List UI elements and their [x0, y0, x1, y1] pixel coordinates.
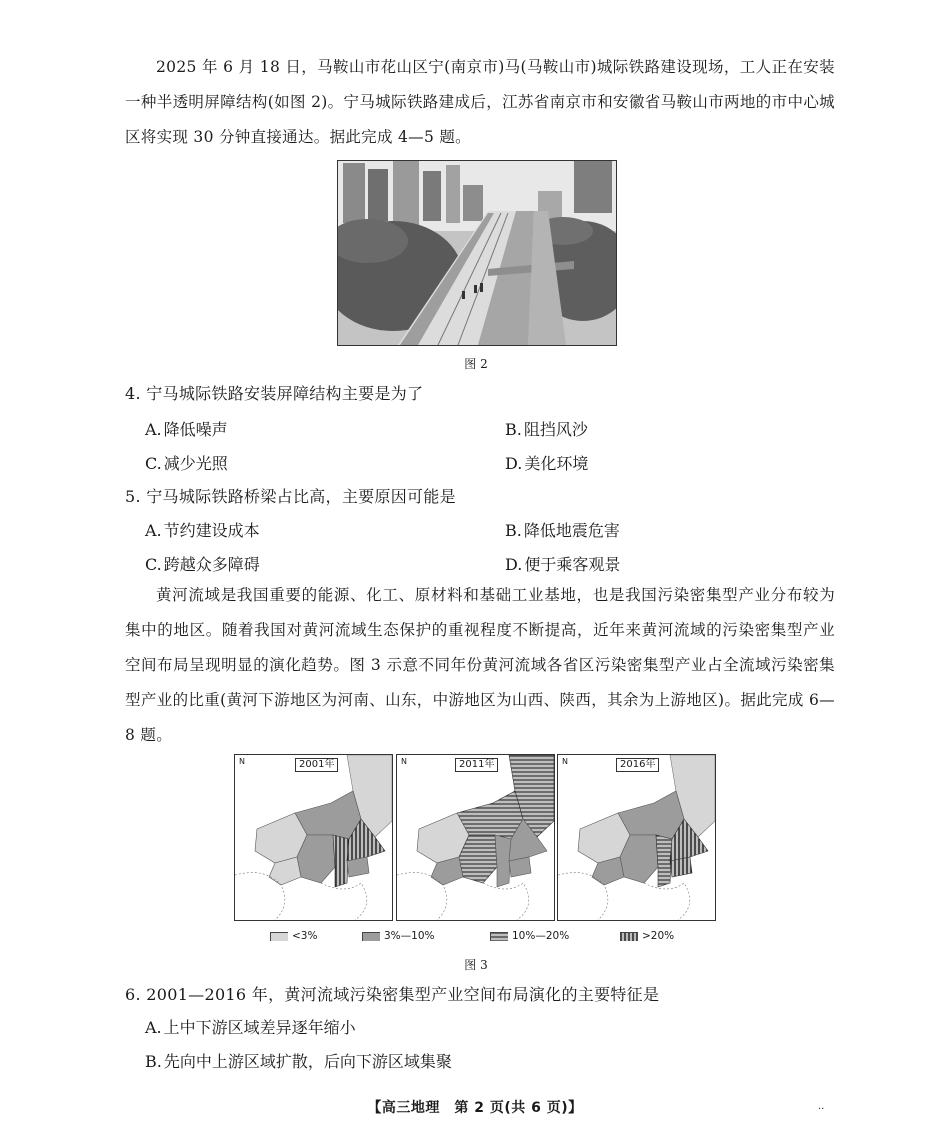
railway-construction-photo	[338, 161, 616, 345]
figure-3-maps	[234, 754, 716, 946]
option-letter: D.	[505, 555, 523, 574]
figure-2-photo	[337, 160, 617, 346]
option-letter: B.	[505, 420, 522, 439]
legend-swatch	[270, 932, 288, 941]
map-year-label: 2016年	[616, 758, 659, 772]
option-text: 降低地震危害	[523, 521, 620, 540]
q5-option-d[interactable]	[505, 552, 620, 575]
option-letter: A.	[145, 420, 162, 439]
question-6-stem: 6. 2001—2016 年，黄河流域污染密集型产业空间布局演化的主要特征是	[125, 985, 660, 1004]
q5-option-c[interactable]	[145, 552, 260, 575]
figure-2-caption: 图 2	[464, 357, 488, 371]
option-text: 跨越众多障碍	[163, 555, 260, 574]
legend-label: >20%	[642, 930, 675, 942]
legend-item	[270, 930, 317, 942]
option-text: 阻挡风沙	[523, 420, 588, 439]
option-text: 先向中上游区域扩散，后向下游区域集聚	[163, 1052, 452, 1071]
legend-swatch	[620, 932, 638, 941]
north-arrow-icon: N	[401, 757, 407, 766]
question-4-stem: 4. 宁马城际铁路安装屏障结构主要是为了	[125, 384, 424, 403]
page-footer: 【高三地理 第 2 页(共 6 页)】	[367, 1100, 583, 1116]
corner-mark: ..	[818, 1101, 825, 1112]
option-letter: D.	[505, 454, 523, 473]
legend-swatch	[362, 932, 380, 941]
question-5-stem: 5. 宁马城际铁路桥梁占比高，主要原因可能是	[125, 487, 456, 506]
q4-option-a[interactable]	[145, 417, 228, 440]
q6-option-a[interactable]	[145, 1015, 356, 1038]
map-legend	[234, 930, 716, 946]
option-text: 减少光照	[163, 454, 228, 473]
legend-swatch	[490, 932, 508, 941]
option-letter: C.	[145, 555, 162, 574]
map-year-label: 2011年	[455, 758, 498, 772]
option-letter: A.	[145, 521, 162, 540]
legend-label: 3%—10%	[384, 930, 435, 942]
legend-item	[362, 930, 435, 942]
legend-item	[490, 930, 569, 942]
option-text: 便于乘客观景	[524, 555, 621, 574]
map-year-label: 2001年	[295, 758, 338, 772]
option-letter: B.	[505, 521, 522, 540]
legend-item	[620, 930, 674, 942]
q5-option-b[interactable]	[505, 518, 620, 541]
legend-label: <3%	[292, 930, 318, 942]
map-2001-shape	[235, 755, 392, 920]
option-text: 上中下游区域差异逐年缩小	[163, 1018, 356, 1037]
q6-option-b[interactable]	[145, 1049, 452, 1072]
q4-option-c[interactable]	[145, 451, 228, 474]
intro-passage-1: 2025 年 6 月 18 日，马鞍山市花山区宁(南京市)马(马鞍山市)城际铁路建设现场，工人正在安装一种半透明屏障结构(如图 2)。宁马城际铁路建成后，江苏省南京市和安徽省马鞍山市两地的市中心城区将实现 30 分钟直接通达。据此完成 4—5 题。	[125, 58, 835, 146]
north-arrow-icon: N	[239, 757, 245, 766]
map-2001	[234, 754, 393, 921]
map-2016-shape	[558, 755, 715, 920]
q5-option-a[interactable]	[145, 518, 260, 541]
option-letter: A.	[145, 1018, 162, 1037]
option-letter: B.	[145, 1052, 162, 1071]
map-2011	[396, 754, 555, 921]
q4-option-d[interactable]	[505, 451, 588, 474]
option-text: 降低噪声	[163, 420, 228, 439]
legend-label: 10%—20%	[512, 930, 570, 942]
map-2016	[557, 754, 716, 921]
option-letter: C.	[145, 454, 162, 473]
north-arrow-icon: N	[562, 757, 568, 766]
option-text: 节约建设成本	[163, 521, 260, 540]
map-2011-shape	[397, 755, 554, 920]
q4-option-b[interactable]	[505, 417, 588, 440]
intro-passage-2: 黄河流域是我国重要的能源、化工、原材料和基础工业基地，也是我国污染密集型产业分布较为集中的地区。随着我国对黄河流域生态保护的重视程度不断提高，近年来黄河流域的污染密集型产业空间布局呈现明显的演化趋势。图 3 示意不同年份黄河流域各省区污染密集型产业占全流域污染密集型产业的比重(黄河下游地区为河南、山东，中游地区为山西、陕西，其余为上游地区)。据此完成 6—8 题。	[125, 586, 835, 744]
figure-3-caption: 图 3	[464, 958, 488, 972]
option-text: 美化环境	[524, 454, 589, 473]
